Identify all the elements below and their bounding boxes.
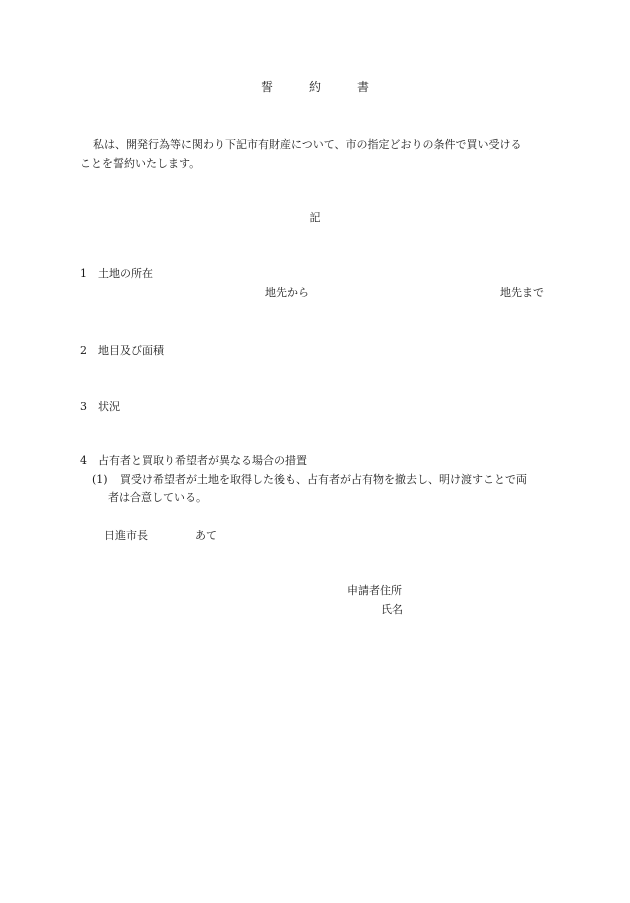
item-3-label: 状況: [98, 400, 120, 413]
addressee-name: 日進市長: [104, 529, 148, 542]
addressee-suffix: あて: [195, 529, 217, 542]
title-char-1: 誓: [260, 80, 273, 94]
item-1-number: 1: [80, 267, 87, 280]
item-4-sub-1-line-2: 者は合意している。: [108, 491, 207, 504]
item-2-label: 地目及び面積: [98, 344, 164, 357]
document-title: [0, 81, 630, 93]
item-4-sub-1-line-1: 買受け希望者が土地を取得した後も、占有者が占有物を撤去し、明け渡すことで両: [120, 473, 527, 486]
applicant-name-label: 氏名: [381, 603, 403, 616]
title-char-3: 書: [357, 80, 370, 94]
item-3-number: 3: [80, 400, 87, 413]
item-1-from: 地先から: [265, 286, 309, 299]
item-1-to: 地先まで: [500, 286, 544, 299]
item-2-number: 2: [80, 344, 87, 357]
pledge-line-2: ことを誓約いたします。: [80, 157, 201, 170]
item-4-sub-1-marker: (1): [92, 473, 108, 486]
applicant-address-label: 申請者住所: [347, 584, 402, 597]
item-4-number: 4: [80, 454, 87, 467]
item-1-label: 土地の所在: [98, 267, 153, 280]
ki-label: 記: [309, 211, 321, 224]
item-4-label: 占有者と買取り希望者が異なる場合の措置: [98, 454, 307, 467]
title-char-2: 約: [308, 80, 321, 94]
pledge-line-1: 私は、開発行為等に関わり下記市有財産について、市の指定どおりの条件で買い受ける: [93, 138, 522, 151]
